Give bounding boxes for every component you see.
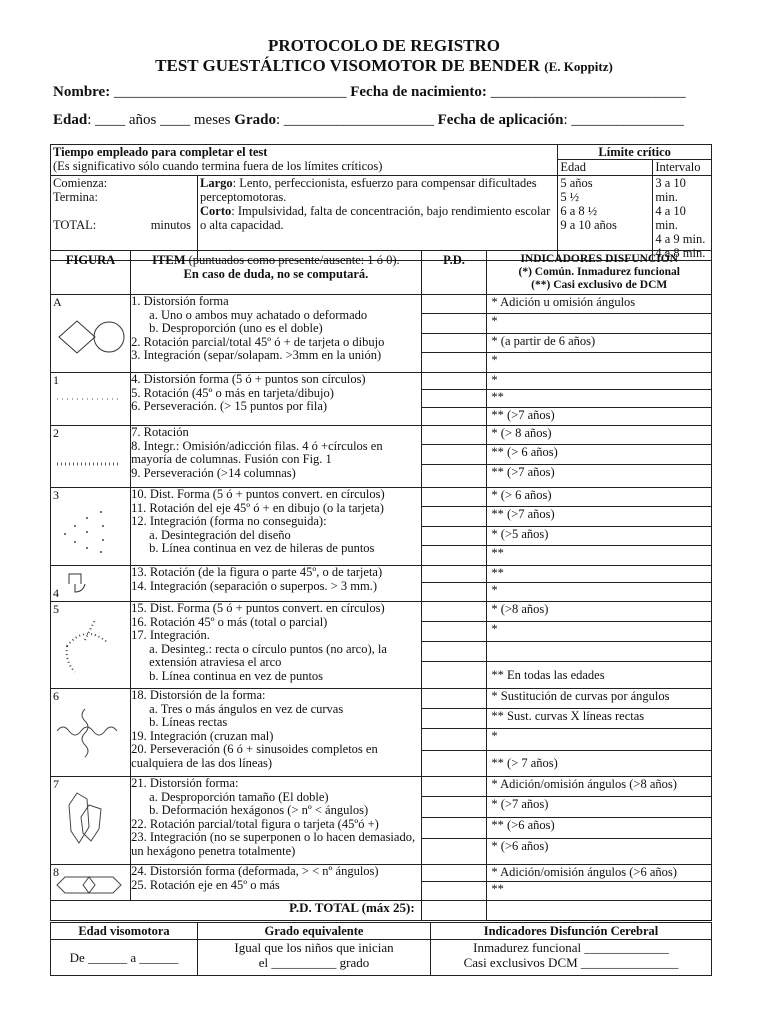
item-text: 22. Rotación parcial/total figura o tarjeta (45ºó +) — [131, 816, 379, 831]
indicator-cell: * Adición u omisión ángulos — [487, 295, 711, 314]
termina-label: Termina: — [53, 190, 98, 204]
pd-cell[interactable] — [422, 426, 487, 445]
form-title: PROTOCOLO DE REGISTRO — [267, 36, 501, 55]
item-text: 20. Perseveración (6 ó + sinusoides completos en cualquiera de las dos líneas) — [131, 742, 378, 770]
nombre-field[interactable]: _______________________________ — [113, 84, 347, 100]
pd-cell[interactable] — [422, 314, 487, 334]
indicator-cell: * — [491, 583, 498, 597]
section-row — [51, 566, 712, 602]
pd-cell[interactable] — [422, 390, 487, 408]
figure-8-drawing — [55, 873, 125, 897]
indicator-cell: * Adición/omisión ángulos (>6 años) — [487, 865, 711, 882]
figure-label: 6 — [53, 689, 59, 703]
indicator-cell — [487, 642, 711, 662]
item-text: 19. Integración (cruzan mal) — [131, 728, 274, 743]
inmadurez-field[interactable]: Inmadurez funcional _____________ — [473, 940, 669, 955]
nombre-label: Nombre: — [53, 84, 111, 100]
pd-cell[interactable] — [422, 465, 487, 487]
pd-cell[interactable] — [422, 797, 487, 818]
indicator-cell: ** (> 6 años) — [487, 445, 711, 465]
indicator-cell: * — [491, 353, 498, 367]
item-text: 4. Distorsión forma (5 ó + puntos son círculos) — [131, 372, 366, 386]
item-header-doubt: En caso de duda, no se computará. — [183, 267, 369, 281]
indicator-cell: * (>7 años) — [487, 797, 711, 818]
fecha-nac-label: Fecha de nacimiento: — [350, 84, 487, 100]
item-text: b. Deformación hexágonos (> nº < ángulos) — [149, 803, 369, 817]
figure-label: 5 — [53, 602, 59, 616]
name-line — [53, 84, 686, 101]
item-header-note: (puntuados como presente/ausente: 1 ó 0). — [185, 253, 400, 267]
indicator-cell: ** En todas las edades — [491, 668, 605, 682]
indicator-cell: * (>5 años) — [487, 527, 711, 546]
intervalo-value: 4 a 10 min. — [655, 204, 686, 232]
pd-cell[interactable] — [422, 334, 487, 353]
grado-line-2[interactable]: el __________ grado — [258, 955, 370, 970]
item-text: 12. Integración (forma no conseguida): — [131, 514, 327, 528]
indicator-cell: * (>6 años) — [491, 839, 549, 853]
item-text: 6. Perseveración. (> 15 puntos por fila) — [131, 399, 328, 413]
minutos-label: minutos — [150, 218, 191, 232]
item-text: 18. Distorsión de la forma: — [131, 688, 266, 702]
figure-label: 7 — [53, 777, 59, 791]
pd-cell[interactable] — [422, 602, 487, 622]
pd-cell[interactable] — [422, 689, 487, 709]
intervalo-value: 4 a 8 min. — [655, 246, 706, 260]
figure-1-drawing — [55, 391, 125, 411]
grado-line-1: Igual que los niños que inician — [234, 940, 394, 955]
item-header — [131, 251, 422, 295]
edad-field[interactable]: : ____ años ____ meses — [87, 112, 231, 128]
edad-value: 5 ½ — [560, 190, 580, 204]
item-text: a. Desinteg.: recta o círculo puntos (no arco), la extensión atraviesa el arco — [149, 641, 387, 669]
indicator-cell: * — [487, 622, 711, 642]
grado-field[interactable]: : ____________________ — [275, 112, 434, 128]
pd-cell[interactable] — [422, 546, 487, 565]
item-text: 24. Distorsión forma (deformada, > < nº ángulos) — [131, 864, 379, 878]
comienza-label: Comienza: — [53, 176, 108, 190]
figure-label: 3 — [53, 488, 59, 502]
pd-cell[interactable] — [422, 353, 487, 372]
edad-value: 5 años — [560, 176, 593, 190]
item-text: b. Líneas rectas — [149, 715, 228, 729]
tiempo-table — [50, 144, 712, 261]
pd-cell[interactable] — [422, 882, 487, 900]
age-line — [53, 112, 684, 129]
subtitle-text: TEST GUESTÁLTICO VISOMOTOR DE BENDER — [155, 56, 540, 75]
pd-cell[interactable] — [422, 751, 487, 776]
pd-total-label: P.D. TOTAL (máx 25): — [51, 901, 422, 921]
tiempo-note: (Es significativo sólo cuando termina fuera de los límites críticos) — [53, 159, 383, 173]
indicator-cell: ** — [487, 390, 711, 408]
item-text: b. Línea continua en vez de puntos — [149, 668, 324, 683]
edad-value: 9 a 10 años — [560, 218, 617, 232]
section-row — [51, 602, 712, 689]
figure-5-drawing — [55, 616, 125, 676]
edad-label: Edad — [53, 112, 88, 128]
item-text: 2. Rotación parcial/total 45º ó + de tarjeta o dibujo — [131, 334, 385, 349]
item-text: 9. Perseveración (>14 columnas) — [131, 465, 296, 480]
item-text: 21. Distorsión forma: — [131, 776, 239, 790]
section-row — [51, 689, 712, 777]
item-text: a. Desproporción tamaño (El doble) — [149, 789, 329, 804]
intervalo-value: 4 a 9 min. — [655, 232, 706, 246]
pd-header: P.D. — [421, 251, 487, 295]
pd-cell[interactable] — [422, 729, 487, 751]
total-row — [51, 901, 712, 921]
ind-h1: INDICADORES DISFUNCIÓN — [520, 253, 678, 265]
indicator-cell: ** (>6 años) — [487, 818, 711, 839]
item-text: 10. Dist. Forma (5 ó + puntos convert. en círculos) — [131, 487, 385, 501]
indicator-cell: * (> 8 años) — [487, 426, 711, 445]
intervalo-col-header: Intervalo — [653, 160, 712, 176]
indicator-cell: ** (>7 años) — [491, 408, 555, 422]
item-text: 3. Integración (separ/solapam. >3mm en la unión) — [131, 348, 382, 362]
pd-cell[interactable] — [422, 295, 487, 314]
summary-table — [50, 922, 712, 976]
pd-cell[interactable] — [422, 662, 487, 688]
edad-value: 6 a 8 ½ — [560, 204, 598, 218]
figure-3-drawing — [55, 504, 125, 554]
item-text: 16. Rotación 45º o más (total o parcial) — [131, 614, 328, 629]
item-text: 15. Dist. Forma (5 ó + puntos convert. en círculos) — [131, 601, 385, 615]
item-text: 1. Distorsión forma — [131, 294, 229, 308]
fecha-nac-field[interactable]: __________________________ — [490, 84, 686, 100]
edad-col-header: Edad — [558, 160, 653, 176]
indicator-cell: * Sustitución de curvas por ángulos — [487, 689, 711, 709]
pd-cell[interactable] — [422, 865, 487, 882]
edad-visomotora-field[interactable]: De ______ a ______ — [51, 940, 198, 976]
figure-4-drawing — [65, 568, 105, 594]
figure-label: 2 — [53, 426, 59, 440]
figure-label: A — [53, 295, 62, 309]
section-row — [51, 488, 712, 566]
pd-cell[interactable] — [422, 709, 487, 729]
indicator-cell: * (a partir de 6 años) — [487, 334, 711, 353]
indicator-cell: ** (> 7 años) — [491, 756, 558, 770]
indicator-cell: * (> 6 años) — [487, 488, 711, 507]
pd-cell[interactable] — [422, 839, 487, 864]
indicator-cell: ** (>7 años) — [487, 507, 711, 527]
limite-critico-header: Límite crítico — [558, 145, 712, 160]
indicadores-header: Indicadores Disfunción Cerebral — [431, 923, 712, 940]
figura-header: FIGURA — [51, 251, 131, 295]
dcm-field[interactable]: Casi exclusivos DCM _______________ — [463, 955, 679, 970]
largo-text: : Lento, perfeccionista, esfuerzo para compensar dificultades perceptomotoras. — [200, 176, 537, 204]
section-row — [51, 865, 712, 901]
indicator-cell: * Adición/omisión ángulos (>8 años) — [487, 777, 711, 797]
item-text: 8. Integr.: Omisión/adicción filas. 4 ó +círculos en mayoría de columnas. Fusión con Fig. 1 — [131, 438, 383, 466]
tiempo-title: Tiempo empleado para completar el test — [53, 145, 268, 159]
item-text: 14. Integración (separación o superpos. > 3 mm.) — [131, 578, 378, 593]
form-subtitle — [0, 56, 768, 76]
item-text: 5. Rotación (45º o más en tarjeta/dibujo) — [131, 385, 334, 400]
figure-label: 4 — [53, 586, 59, 600]
author-text: (E. Koppitz) — [544, 59, 613, 74]
section-row — [51, 295, 712, 373]
indicator-cell: * — [487, 729, 711, 751]
indicator-cell: * (>8 años) — [487, 602, 711, 622]
section-row — [51, 373, 712, 426]
indicator-cell: * — [487, 373, 711, 390]
intervalo-value: 3 a 10 min. — [655, 176, 686, 204]
figure-6-drawing — [55, 703, 125, 763]
indicators-header — [487, 251, 712, 295]
item-header-label: ITEM — [152, 253, 186, 267]
item-text: 7. Rotación — [131, 425, 189, 439]
ind-h3: (**) Casi exclusivo de DCM — [531, 279, 668, 291]
pd-cell[interactable] — [422, 642, 487, 662]
largo-label: Largo — [200, 176, 233, 190]
pd-cell[interactable] — [422, 408, 487, 425]
pd-cell[interactable] — [422, 566, 487, 583]
figure-label: 1 — [53, 373, 59, 387]
item-text: b. Desproporción (uno es el doble) — [149, 321, 323, 335]
edad-visomotora-header: Edad visomotora — [51, 923, 198, 940]
figure-7-drawing — [55, 787, 125, 853]
indicator-cell: ** (>7 años) — [491, 465, 555, 479]
pd-cell[interactable] — [422, 622, 487, 642]
pd-cell[interactable] — [422, 818, 487, 839]
fecha-apl-label: Fecha de aplicación — [437, 112, 564, 128]
pd-cell[interactable] — [422, 488, 487, 507]
scoring-table — [50, 250, 712, 921]
pd-cell[interactable] — [422, 445, 487, 465]
item-text: 13. Rotación (de la figura o parte 45º, o de tarjeta) — [131, 565, 383, 579]
item-text: a. Tres o más ángulos en vez de curvas — [149, 701, 344, 716]
pd-cell[interactable] — [422, 583, 487, 601]
fecha-apl-field[interactable]: : _______________ — [563, 112, 684, 128]
item-text: 23. Integración (no se superponen o lo hacen demasiado, un hexágono penetra totalmente) — [131, 830, 416, 858]
figure-label: 8 — [53, 865, 59, 879]
pd-cell[interactable] — [422, 777, 487, 797]
grado-label: Grado — [234, 112, 276, 128]
ind-h2: (*) Común. Inmadurez funcional — [518, 266, 680, 278]
corto-text: : Impulsividad, falta de concentración, bajo rendimiento escolar o alta capacidad. — [200, 204, 551, 232]
section-row — [51, 426, 712, 488]
item-text: 17. Integración. — [131, 628, 210, 642]
indicator-cell: ** — [491, 882, 504, 896]
item-text: 11. Rotación del eje 45º ó + en dibujo (o la tarjeta) — [131, 500, 384, 515]
section-row — [51, 777, 712, 865]
figure-2-drawing — [55, 456, 125, 476]
indicator-cell: ** — [487, 566, 711, 583]
indicator-cell: ** Sust. curvas X líneas rectas — [487, 709, 711, 729]
figure-a-drawing — [55, 305, 125, 365]
corto-label: Corto — [200, 204, 232, 218]
indicator-cell: ** — [491, 546, 504, 560]
total-label: TOTAL: — [53, 218, 97, 232]
item-text: b. Línea continua en vez de hileras de puntos — [149, 541, 375, 555]
indicator-cell: * — [487, 314, 711, 334]
item-text: a. Uno o ambos muy achatado o deformado — [149, 307, 368, 322]
item-text: 25. Rotación eje en 45º o más — [131, 877, 280, 892]
pd-cell[interactable] — [422, 507, 487, 527]
pd-total-cell[interactable] — [421, 901, 487, 921]
pd-cell[interactable] — [422, 373, 487, 390]
grado-equivalente-header: Grado equivalente — [198, 923, 431, 940]
pd-cell[interactable] — [422, 527, 487, 546]
item-text: a. Desintegración del diseño — [149, 527, 291, 542]
